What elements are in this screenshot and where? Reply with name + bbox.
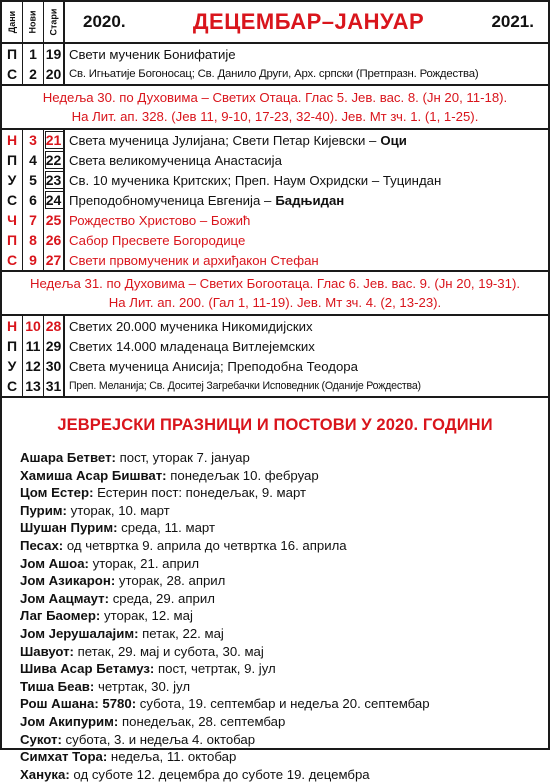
weekday-letter: У — [2, 356, 23, 376]
new-date: 1 — [23, 44, 44, 64]
sunday-line-2: На Лит. ап. 328. (Јев 11, 9-10, 17-23, 32-40). Јев. Мт зч. 1. (1, 1-25). — [71, 109, 479, 124]
weekday-letter: С — [2, 250, 23, 270]
holiday-date: уторак, 10. март — [66, 502, 170, 518]
holiday-item — [20, 695, 548, 713]
feast-text: Св. Игњатије Богоносац; Св. Данило Други, Арх. српски (Претпразн. Рождества) — [69, 68, 479, 80]
feast-text: Преп. Меланија; Св. Доситеј Загребачки Исповедник (Оданије Рождества) — [69, 380, 421, 392]
sunday-line-2: На Лит. ап. 200. (Гал 1, 11-19). Јев. Мт зч. 4. (2, 13-23). — [108, 295, 442, 310]
weekday-letter: П — [2, 336, 23, 356]
old-date: 31 — [44, 376, 65, 396]
holiday-date: петак, 22. мај — [138, 625, 224, 641]
holiday-name: Јом Азикарон: — [20, 573, 116, 589]
holiday-name: Ашара Бетвет: — [20, 450, 116, 465]
old-date: 29 — [44, 336, 65, 356]
holiday-date: пост, уторак 7. јануар — [115, 450, 250, 465]
column-label-days: Дани — [2, 2, 23, 42]
feast-text-bold: Бадњидан — [275, 192, 345, 208]
holiday-item — [20, 748, 548, 766]
weekday-letter: П — [2, 44, 23, 64]
calendar-row — [2, 64, 548, 84]
holiday-name: Лаг Баомер: — [20, 608, 101, 624]
year-right: 2021. — [491, 12, 534, 31]
feast-text: Рождество Христово – Божић — [69, 212, 251, 228]
calendar-row — [2, 44, 548, 64]
new-date: 9 — [23, 250, 44, 270]
holiday-item — [20, 502, 548, 520]
jewish-holidays-list — [2, 449, 548, 783]
calendar-row — [2, 230, 548, 250]
feast-text — [65, 130, 548, 150]
holiday-name: Сукот: — [20, 731, 62, 747]
holiday-item — [20, 678, 548, 696]
holiday-item — [20, 713, 548, 731]
holiday-date: уторак, 21. април — [88, 555, 200, 571]
holiday-name: Шива Асар Бетамуз: — [20, 661, 155, 677]
holiday-date: недеља, 11. октобар — [107, 749, 237, 765]
old-date: 25 — [44, 210, 65, 230]
holiday-date: уторак, 12. мај — [100, 608, 193, 624]
holiday-item — [20, 467, 548, 485]
holiday-name: Песах: — [20, 537, 64, 553]
holiday-date: понедељак 10. фебруар — [166, 467, 319, 483]
new-date: 4 — [23, 150, 44, 170]
jewish-holidays-section — [2, 398, 548, 783]
calendar-row — [2, 210, 548, 230]
holiday-name: Јом Акипурим: — [20, 713, 119, 729]
calendar-row — [2, 170, 548, 190]
old-date: 24 — [44, 190, 65, 210]
holiday-name: Пурим: — [20, 502, 67, 518]
calendar-row — [2, 316, 548, 336]
sunday-readings-30 — [2, 86, 548, 130]
new-date: 7 — [23, 210, 44, 230]
old-date: 22 — [44, 150, 65, 170]
weekday-letter: Ч — [2, 210, 23, 230]
holiday-name: Тиша Беав: — [20, 678, 95, 694]
holiday-date: четртак, 30. јул — [94, 678, 191, 694]
holiday-item — [20, 766, 548, 783]
holiday-item — [20, 484, 548, 502]
new-date: 10 — [23, 316, 44, 336]
old-date: 21 — [44, 130, 65, 150]
holiday-name: Хамиша Асар Бишват: — [20, 467, 167, 483]
holiday-item — [20, 643, 548, 661]
holiday-item — [20, 731, 548, 749]
sunday-line-1: Недеља 31. по Духовима – Светих Богоотаца. Глас 6. Јев. вас. 9. (Јн 20, 19-31). — [29, 276, 521, 291]
holiday-name: Јом Јерушалајим: — [20, 625, 139, 641]
new-date: 3 — [23, 130, 44, 150]
year-left: 2020. — [83, 12, 126, 31]
holiday-item — [20, 625, 548, 643]
old-date: 20 — [44, 64, 65, 84]
holiday-name: Јом Аацмаут: — [20, 590, 110, 606]
holiday-name: Цом Естер: — [20, 485, 94, 501]
weekday-letter: У — [2, 170, 23, 190]
holiday-date: субота, 3. и недеља 4. октобар — [61, 731, 256, 747]
holiday-item — [20, 449, 548, 467]
feast-text: Свети мученик Бонифатије — [69, 46, 236, 62]
holiday-date: понедељак, 28. септембар — [118, 713, 286, 729]
week-block-3 — [2, 316, 548, 398]
sunday-readings-31 — [2, 272, 548, 316]
holiday-date: уторак, 28. април — [115, 573, 226, 589]
holiday-name: Шавуот: — [20, 643, 74, 659]
calendar-row — [2, 130, 548, 150]
old-date: 23 — [44, 170, 65, 190]
holiday-name: Ханука: — [20, 766, 70, 782]
holiday-item — [20, 519, 548, 537]
jewish-holidays-title: ЈЕВРЕЈСКИ ПРАЗНИЦИ И ПОСТОВИ У 2020. ГОДИНИ — [57, 416, 493, 434]
new-date: 2 — [23, 64, 44, 84]
week-block-1 — [2, 44, 548, 86]
old-date: 27 — [44, 250, 65, 270]
holiday-item — [20, 555, 548, 573]
header-title-bar — [65, 2, 548, 42]
weekday-letter: П — [2, 150, 23, 170]
calendar-row — [2, 250, 548, 270]
calendar-row — [2, 190, 548, 210]
holiday-name: Рош Ашана: 5780: — [20, 696, 137, 712]
weekday-letter: Н — [2, 316, 23, 336]
new-date: 6 — [23, 190, 44, 210]
holiday-date: од четвртка 9. априла до четвртка 16. априла — [63, 537, 347, 553]
holiday-date: среда, 11. март — [117, 520, 215, 536]
calendar-row — [2, 150, 548, 170]
feast-text: Светих 14.000 младенаца Витлејемских — [69, 338, 315, 354]
feast-text: Сабор Пресвете Богородице — [69, 232, 246, 248]
old-date: 26 — [44, 230, 65, 250]
new-date: 11 — [23, 336, 44, 356]
holiday-name: Шушан Пурим: — [20, 520, 118, 536]
feast-text: Света мученица Анисија; Преподобна Теодора — [69, 358, 358, 374]
feast-text: Света великомученица Анастасија — [69, 152, 282, 168]
holiday-name: Симхат Тора: — [20, 749, 108, 765]
weekday-letter: С — [2, 190, 23, 210]
holiday-item — [20, 607, 548, 625]
holiday-item — [20, 590, 548, 608]
weekday-letter: П — [2, 230, 23, 250]
new-date: 8 — [23, 230, 44, 250]
feast-text — [65, 190, 548, 210]
holiday-date: субота, 19. септембар и недеља 20. септембар — [136, 696, 430, 712]
feast-text: Св. 10 мученика Критских; Преп. Наум Охридски – Туциндан — [69, 172, 442, 188]
holiday-item — [20, 572, 548, 590]
sunday-line-1: Недеља 30. по Духовима – Светих Отаца. Глас 5. Јев. вас. 8. (Јн 20, 11-18). — [42, 90, 508, 105]
column-label-new: Нови — [23, 2, 44, 42]
calendar-row — [2, 356, 548, 376]
old-date: 30 — [44, 356, 65, 376]
holiday-item — [20, 660, 548, 678]
holiday-date: пост, четртак, 9. јул — [154, 661, 276, 677]
feast-text: Свети првомученик и архиђакон Стефан — [69, 252, 319, 268]
weekday-letter: Н — [2, 130, 23, 150]
new-date: 5 — [23, 170, 44, 190]
week-block-2 — [2, 130, 548, 272]
holiday-date: од суботе 12. децембра до суботе 19. децембра — [69, 766, 370, 782]
weekday-letter: С — [2, 64, 23, 84]
calendar-row — [2, 336, 548, 356]
feast-text-bold: Оци — [380, 132, 407, 148]
holiday-name: Јом Ашоа: — [20, 555, 89, 571]
holiday-date: Естерин пост: понедељак, 9. март — [93, 485, 307, 501]
holiday-date: среда, 29. април — [109, 590, 215, 606]
new-date: 12 — [23, 356, 44, 376]
new-date: 13 — [23, 376, 44, 396]
feast-text: Светих 20.000 мученика Никомидијских — [69, 318, 313, 334]
old-date: 19 — [44, 44, 65, 64]
holiday-item — [20, 537, 548, 555]
old-date: 28 — [44, 316, 65, 336]
feast-text-main: Света мученица Јулијана; Свети Петар Кијевски – — [69, 132, 377, 148]
calendar-header — [2, 2, 548, 44]
weekday-letter: С — [2, 376, 23, 396]
month-title: ДЕЦЕМБАР–ЈАНУАР — [192, 9, 425, 34]
calendar-row — [2, 376, 548, 396]
feast-text-main: Преподобномученица Евгенија – — [69, 192, 272, 208]
holiday-date: петак, 29. мај и субота, 30. мај — [73, 643, 264, 659]
column-label-old: Стари — [44, 2, 65, 42]
